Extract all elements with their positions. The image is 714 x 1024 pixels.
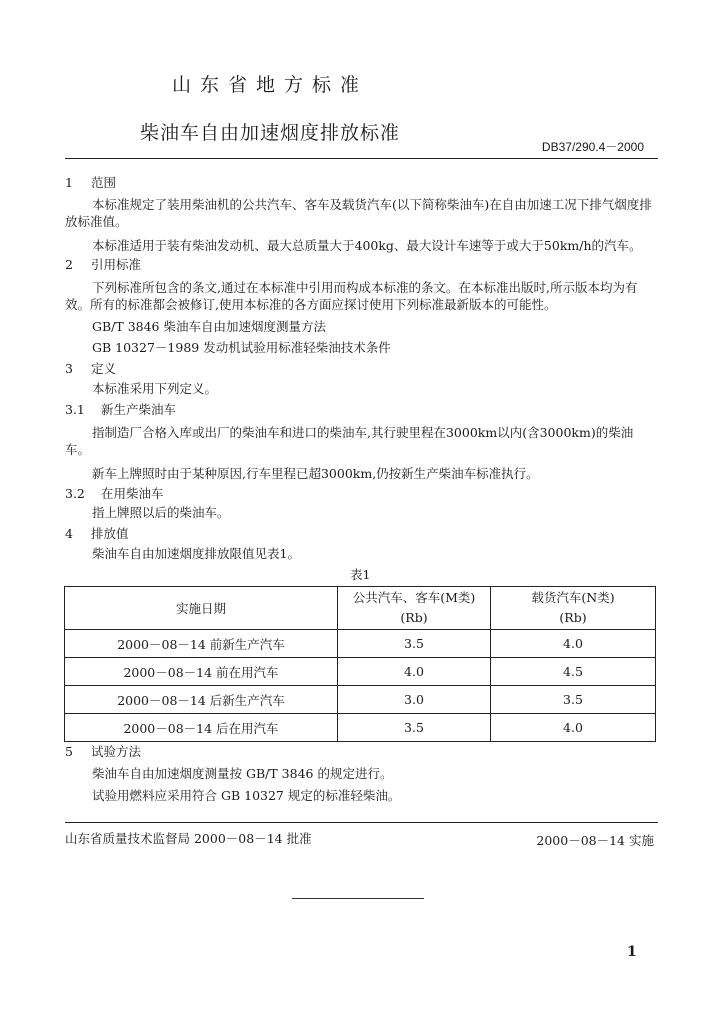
table-row: [65, 686, 656, 714]
section-title: 在用柴油车: [101, 486, 164, 501]
header-m-class-label: 公共汽车、客车(M类): [352, 590, 476, 605]
section-2-paragraph-1: 下列标准所包含的条文,通过在本标准中引用而构成本标准的条文。在本标准出版时,所示版本均为有效。所有的标准都会被修订,使用本标准的各方面应探讨使用下列标准最新版本的可能性。: [65, 280, 638, 312]
row-n-value: 4.0: [491, 714, 656, 742]
section-title: 试验方法: [91, 744, 142, 759]
header-rule: [65, 158, 658, 159]
implementation-date: 2000－08－14 实施: [536, 833, 654, 848]
page-number: 1: [627, 944, 637, 960]
section-5-paragraph-1: 柴油车自由加速烟度测量按 GB/T 3846 的规定进行。: [92, 766, 393, 781]
standard-code: DB37/290.4－2000: [541, 140, 644, 154]
section-title: 范围: [91, 175, 117, 190]
section-title: 引用标准: [91, 257, 142, 272]
header-n-class-unit: (Rb): [559, 610, 587, 625]
section-1-paragraph-1: 本标准规定了装用柴油机的公共汽车、客车及载货汽车(以下简称柴油车)在自由加速工况下排气烟度排放标准值。: [65, 197, 652, 229]
section-4-heading: [65, 525, 129, 542]
row-m-value: 3.5: [338, 630, 491, 658]
row-date: 2000－08－14 前新生产汽车: [65, 630, 338, 658]
row-date: 2000－08－14 后新生产汽车: [65, 686, 338, 714]
section-number: 3: [65, 361, 73, 376]
section-1-paragraph-2: 本标准适用于装有柴油发动机、最大总质量大于400kg、最大设计车速等于或大于50km/h的汽车。: [92, 238, 642, 253]
section-number: 1: [65, 175, 73, 190]
row-m-value: 4.0: [338, 658, 491, 686]
row-n-value: 4.0: [491, 630, 656, 658]
section-number: 4: [65, 526, 73, 541]
section-5-heading: [65, 743, 141, 760]
section-3-heading: [65, 360, 116, 377]
end-rule: [292, 898, 424, 899]
section-3-1-heading: [65, 401, 176, 418]
section-3-2-paragraph-1: 指上牌照以后的柴油车。: [92, 505, 230, 520]
row-date: 2000－08－14 后在用汽车: [65, 714, 338, 742]
section-number: 3.2: [65, 486, 85, 501]
section-title: 新生产柴油车: [101, 402, 177, 417]
header-n-class: [491, 587, 656, 630]
section-5-paragraph-2: 试验用燃料应采用符合 GB 10327 规定的标准轻柴油。: [92, 788, 401, 803]
section-1-heading: [65, 174, 116, 191]
table-header-row: [65, 587, 656, 630]
section-3-1-paragraph-1: 指制造厂合格入库或出厂的柴油车和进口的柴油车,其行驶里程在3000km以内(含3000km)的柴油车。: [65, 425, 634, 457]
approval-line: 山东省质量技术监督局 2000－08－14 批准: [65, 831, 312, 846]
section-4-paragraph-1: 柴油车自由加速烟度排放限值见表1。: [92, 546, 300, 561]
row-n-value: 4.5: [491, 658, 656, 686]
row-date: 2000－08－14 前在用汽车: [65, 658, 338, 686]
section-title: 定义: [91, 361, 117, 376]
section-number: 2: [65, 257, 73, 272]
document-title: 柴油车自由加速烟度排放标准: [140, 122, 401, 144]
table-caption: 表1: [350, 567, 371, 582]
reference-1: GB/T 3846 柴油车自由加速烟度测量方法: [92, 319, 326, 334]
table-row: [65, 630, 656, 658]
section-title: 排放值: [91, 526, 129, 541]
emission-limits-table: [64, 586, 656, 742]
header-n-class-label: 载货汽车(N类): [531, 590, 615, 605]
row-m-value: 3.5: [338, 714, 491, 742]
standard-type-heading: 山东省地方标准: [171, 74, 368, 96]
table-row: [65, 714, 656, 742]
section-number: 5: [65, 744, 73, 759]
section-number: 3.1: [65, 402, 85, 417]
reference-2: GB 10327－1989 发动机试验用标准轻柴油技术条件: [92, 340, 391, 355]
section-3-paragraph-1: 本标准采用下列定义。: [92, 381, 218, 396]
header-m-class: [338, 587, 491, 630]
footer-rule: [65, 822, 658, 823]
row-m-value: 3.0: [338, 686, 491, 714]
table-row: [65, 658, 656, 686]
header-date: 实施日期: [65, 587, 338, 630]
row-n-value: 3.5: [491, 686, 656, 714]
section-3-1-paragraph-2: 新车上牌照时由于某种原因,行车里程已超3000km,仍按新生产柴油车标准执行。: [92, 466, 539, 481]
section-2-heading: [65, 256, 141, 273]
section-3-2-heading: [65, 485, 164, 502]
header-m-class-unit: (Rb): [400, 610, 428, 625]
